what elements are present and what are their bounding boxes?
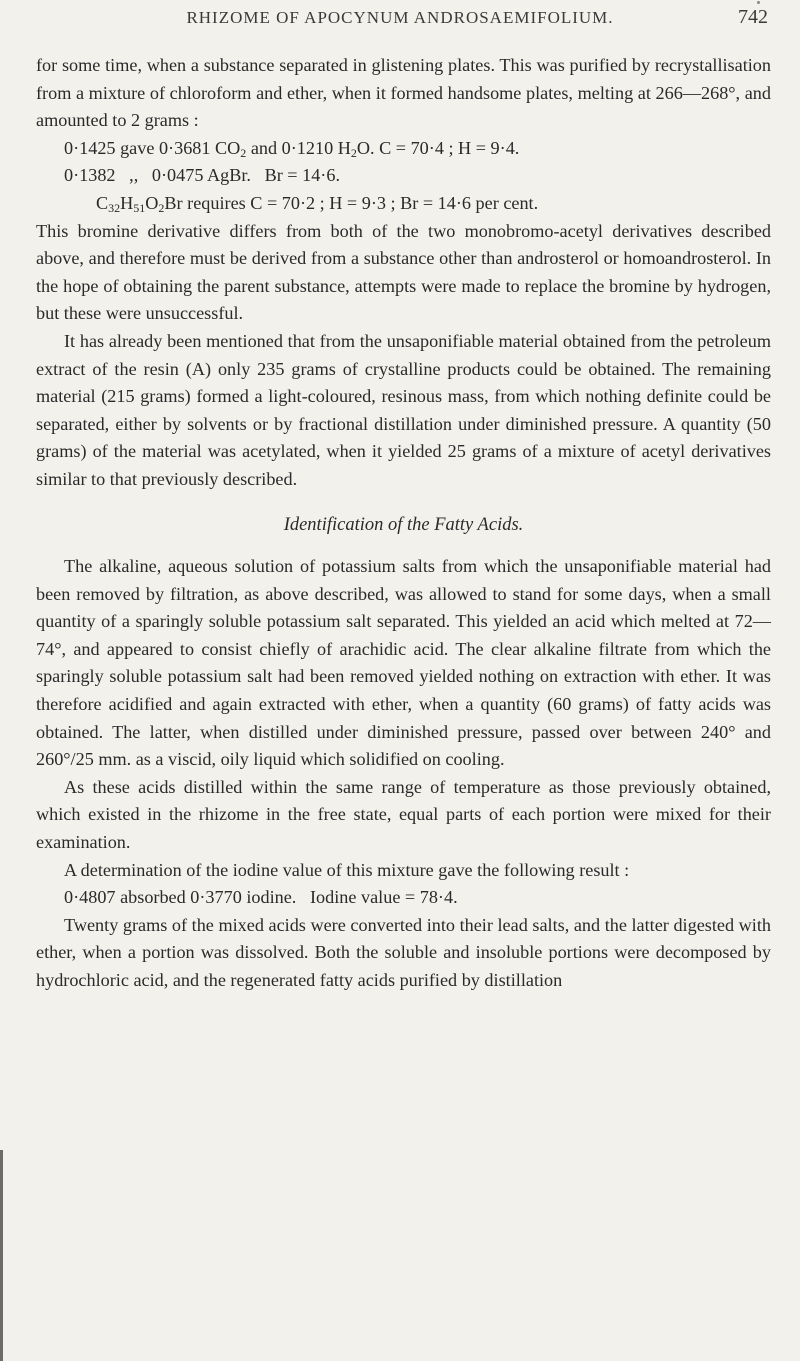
page-number: 742 bbox=[738, 6, 768, 28]
running-header: RHIZOME OF APOCYNUM ANDROSAEMIFOLIUM. bbox=[186, 8, 614, 27]
analysis-iodine-line: 0·4807 absorbed 0·3770 iodine. Iodine value = 78·4. bbox=[64, 887, 458, 908]
analysis-line-1: 0·1425 gave 0·3681 $CO_2$ and 0·1210 $H_2O$. C = 70·4 ; H = 9·4. bbox=[64, 137, 520, 160]
paragraph-7: Twenty grams of the mixed acids were converted into their lead salts, and the latter digested with ether, when a portion was dissolved. Both the soluble and insoluble portions were decomposed by hydrochloric acid, and the regenerated fatty acids purified by distillation bbox=[36, 914, 771, 990]
print-speck bbox=[757, 1, 760, 4]
body-text bbox=[36, 52, 771, 995]
analysis-line-2: 0·1382 ,, 0·0475 AgBr. Br = 14·6. bbox=[64, 165, 340, 186]
section-heading: Identification of the Fatty Acids. bbox=[283, 514, 524, 535]
analysis-line-3: $C_{32}H_{51}O_2Br$ requires C = 70·2 ; H = 9·3 ; Br = 14·6 per cent. bbox=[96, 192, 539, 215]
paragraph-5: As these acids distilled within the same range of temperature as those previously obtained, which existed in the rhizome in the free state, equal parts of each portion were mixed for their examination. bbox=[36, 776, 771, 853]
page-edge-shadow bbox=[0, 1150, 3, 1361]
paragraph-4: The alkaline, aqueous solution of potassium salts from which the unsaponifiable material had been removed by filtration, as above described, was allowed to stand for some days, when a small quantity of a sparingly soluble potassium salt separated. This yielded an acid which melted at 72—74°, and appeared to consist chiefly of arachidic acid. The clear alkaline filtrate from which the sparingly soluble potassium salt had been removed yielded nothing on extraction with ether. It was therefore acidified and again extracted with ether, when a quantity (60 grams) of fatty acids was obtained. The latter, when distilled under diminished pressure, passed over between 240° and 260°/25 mm. as a viscid, oily liquid which solidified on cooling. bbox=[36, 556, 771, 770]
paragraph-2: This bromine derivative differs from both of the two monobromo-acetyl derivatives described above, and therefore must be derived from a substance other than androsterol or homoandrosterol. In the hope of obtaining the parent substance, attempts were made to replace the bromine by hydrogen, but these were unsuccessful. bbox=[36, 220, 771, 324]
paragraph-3: It has already been mentioned that from the unsaponifiable material obtained from the petroleum extract of the resin (A) only 235 grams of crystalline products could be obtained. The remaining material (215 grams) formed a light-coloured, resinous mass, from which nothing definite could be separated, either by solvents or by fractional distillation under diminished pressure. A quantity (50 grams) of the material was acetylated, when it yielded 25 grams of a mixture of acetyl derivatives similar to that previously described. bbox=[36, 330, 771, 489]
paragraph-6: A determination of the iodine value of this mixture gave the following result : bbox=[64, 859, 630, 880]
paragraph-1: for some time, when a substance separated in glistening plates. This was purified by recrystallisation from a mixture of chloroform and ether, when it formed handsome plates, melting at 266—268°, and amounted to 2 grams : bbox=[36, 55, 771, 131]
